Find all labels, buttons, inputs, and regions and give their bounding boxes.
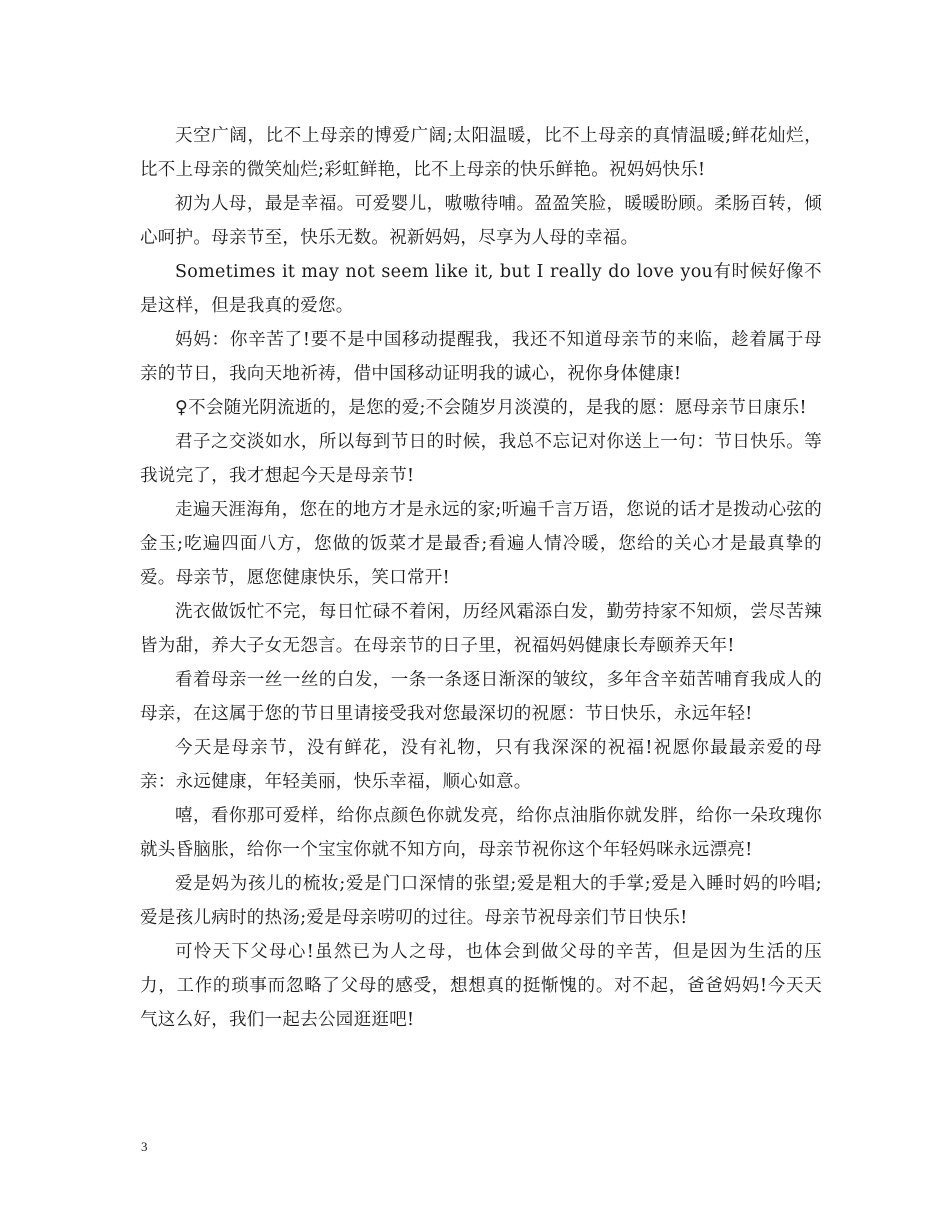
paragraph: 今天是母亲节，没有鲜花，没有礼物，只有我深深的祝福!祝愿你最最亲爱的母亲：永远健康，年轻美丽，快乐幸福，顺心如意。: [140, 738, 822, 792]
paragraph: 爱是妈为孩儿的梳妆;爱是门口深情的张望;爱是粗大的手掌;爱是入睡时妈的吟唱;爱是孩儿病时的热汤;爱是母亲唠叨的过往。母亲节祝母亲们节日快乐!: [140, 874, 822, 928]
paragraph: 嘻，看你那可爱样，给你点颜色你就发亮，给你点油脂你就发胖，给你一朵玫瑰你就头昏脑胀，给你一个宝宝你就不知方向，母亲节祝你这个年轻妈咪永远漂亮!: [140, 806, 822, 860]
paragraph: 可怜天下父母心!虽然已为人之母，也体会到做父母的辛苦，但是因为生活的压力，工作的琐事而忽略了父母的感受，想想真的挺惭愧的。对不起，爸爸妈妈!今天天气这么好，我们一起去公园逛逛吧!: [140, 942, 822, 1030]
paragraph: 妈妈：你辛苦了!要不是中国移动提醒我，我还不知道母亲节的来临，趁着属于母亲的节日，我向天地祈祷，借中国移动证明我的诚心，祝你身体健康!: [140, 330, 822, 384]
paragraph: 洗衣做饭忙不完，每日忙碌不着闲，历经风霜添白发，勤劳持家不知烦，尝尽苦辣皆为甜，养大子女无怨言。在母亲节的日子里，祝福妈妈健康长寿颐养天年!: [140, 602, 822, 656]
paragraph: 走遍天涯海角，您在的地方才是永远的家;听遍千言万语，您说的话才是拨动心弦的金玉;吃遍四面八方，您做的饭菜才是最香;看遍人情冷暖，您给的关心才是最真挚的爱。母亲节，愿您健康快乐，笑口常开!: [140, 500, 822, 588]
paragraph: ♀不会随光阴流逝的，是您的爱;不会随岁月淡漠的，是我的愿：愿母亲节日康乐!: [175, 398, 807, 418]
body-text: [140, 119, 822, 1037]
paragraph: 初为人母，最是幸福。可爱婴儿，嗷嗷待哺。盈盈笑脸，暖暖盼顾。柔肠百转，倾心呵护。母亲节至，快乐无数。祝新妈妈，尽享为人母的幸福。: [140, 194, 822, 248]
paragraph: 看着母亲一丝一丝的白发，一条一条逐日渐深的皱纹，多年含辛茹苦哺育我成人的母亲，在这属于您的节日里请接受我对您最深切的祝愿：节日快乐，永远年轻!: [140, 670, 822, 724]
paragraph: 天空广阔，比不上母亲的博爱广阔;太阳温暖，比不上母亲的真情温暖;鲜花灿烂，比不上母亲的微笑灿烂;彩虹鲜艳，比不上母亲的快乐鲜艳。祝妈妈快乐!: [140, 126, 822, 180]
paragraph: 君子之交淡如水，所以每到节日的时候，我总不忘记对你送上一句：节日快乐。等我说完了，我才想起今天是母亲节!: [140, 432, 822, 486]
page-number: 3: [141, 1139, 148, 1154]
paragraph: Sometimes it may not seem like it, but I really do love you有时候好像不是这样，但是我真的爱您。: [140, 262, 822, 316]
